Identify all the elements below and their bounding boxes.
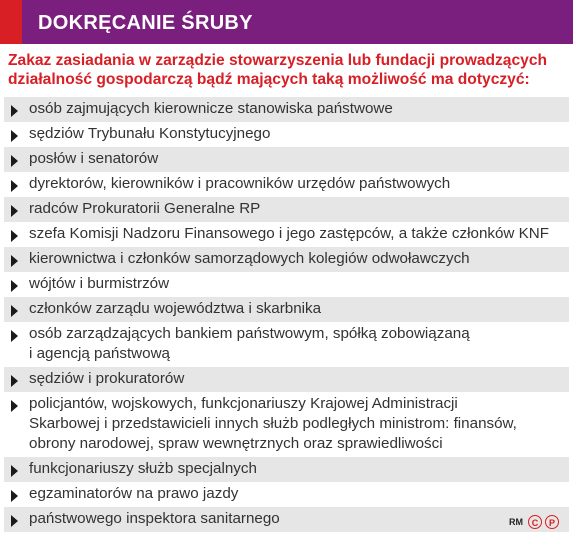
header-accent-tab [0,0,22,44]
list-item-text: państwowego inspektora sanitarnego [29,510,280,527]
list-item-text: sędziów i prokuratorów [29,370,185,387]
copyright-icon: C [528,515,542,529]
list-item [4,172,569,197]
list-item [4,247,569,272]
footer-credits [509,515,559,529]
list-item [4,122,569,147]
arrow-bullet-icon [11,280,18,292]
list-item-text: szefa Komisji Nadzoru Finansowego i jego zastępców, a także członków KNF [29,225,549,242]
list-item-text: osób zajmujących kierownicze stanowiska państwowe [29,100,393,117]
list-item-text: kierownictwa i członków samorządowych kolegiów odwoławczych [29,250,470,267]
arrow-bullet-icon [11,180,18,192]
list-item [4,457,569,482]
list-item-text: radców Prokuratorii Generalne RP [29,200,261,217]
list-item-text: egzaminatorów na prawo jazdy [29,485,239,502]
list-item [4,392,569,457]
list-item [4,222,569,247]
list-item-text: dyrektorów, kierowników i pracowników urzędów państwowych [29,175,451,192]
arrow-bullet-icon [11,465,18,477]
list-item [4,272,569,297]
header-banner [0,0,573,44]
arrow-bullet-icon [11,305,18,317]
restriction-list [0,97,573,532]
list-item [4,147,569,172]
list-item [4,322,569,367]
arrow-bullet-icon [11,330,18,342]
arrow-bullet-icon [11,205,18,217]
list-item [4,197,569,222]
list-item-text: funkcjonariuszy służb specjalnych [29,460,257,477]
list-item-text: posłów i senatorów [29,150,159,167]
arrow-bullet-icon [11,490,18,502]
list-item-text: policjantów, wojskowych, funkcjonariuszy Krajowej Administracji Skarbowej i przedstawicieli innych służb podległych ministrom: finansów, obrony narodowej, spraw wewnętrznych oraz sprawiedliwości [29,395,517,452]
arrow-bullet-icon [11,375,18,387]
intro-text: Zakaz zasiadania w zarządzie stowarzyszenia lub fundacji prowadzących działalność gospodarczą bądź mających taką możliwość ma dotyczyć: [8,52,548,88]
arrow-bullet-icon [11,105,18,117]
list-item-text: członków zarządu województwa i skarbnika [29,300,322,317]
list-item [4,367,569,392]
p-icon: P [545,515,559,529]
arrow-bullet-icon [11,155,18,167]
list-item [4,482,569,507]
list-item [4,297,569,322]
rm-label: RM [509,517,523,527]
arrow-bullet-icon [11,400,18,412]
arrow-bullet-icon [11,515,18,527]
list-item-text: osób zarządzających bankiem państwowym, spółką zobowiązaną i agencją państwową [29,325,470,362]
list-item-text: sędziów Trybunału Konstytucyjnego [29,125,271,142]
page-title: DOKRĘCANIE ŚRUBY [38,12,253,34]
list-item [4,97,569,122]
arrow-bullet-icon [11,130,18,142]
arrow-bullet-icon [11,255,18,267]
list-item [4,507,569,532]
list-item-text: wójtów i burmistrzów [29,275,170,292]
arrow-bullet-icon [11,230,18,242]
